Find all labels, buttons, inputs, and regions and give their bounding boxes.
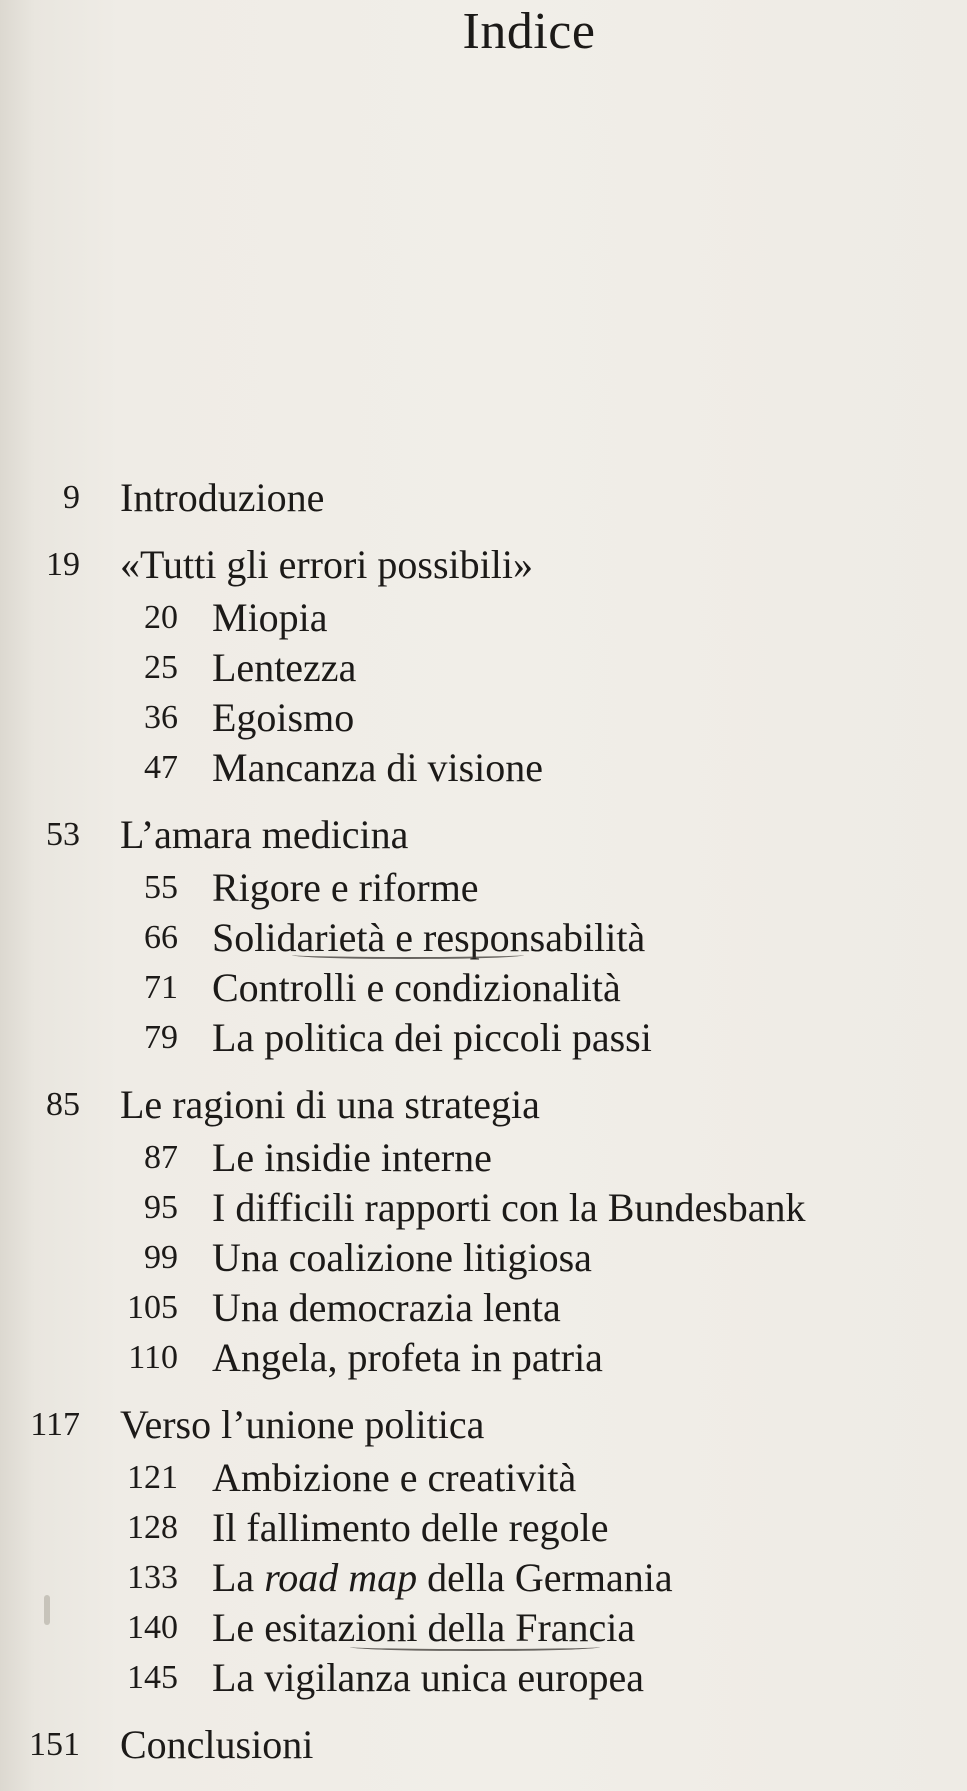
page-number: 25 — [144, 649, 178, 686]
toc-section-entry — [0, 1183, 967, 1233]
page-number: 133 — [127, 1559, 178, 1596]
page-number: 55 — [144, 869, 178, 906]
section-title: Mancanza di visione — [212, 745, 543, 790]
toc-section-entry — [0, 1233, 967, 1283]
title-text-after: della Germania — [417, 1555, 673, 1600]
toc-chapter-entry — [0, 473, 967, 523]
chapter-title: Le ragioni di una strategia — [120, 1082, 540, 1127]
section-title — [212, 1553, 673, 1603]
toc-section-entry — [0, 1503, 967, 1553]
toc-chapter-entry — [0, 1080, 967, 1130]
section-title: Egoismo — [212, 695, 355, 740]
toc-section-entry — [0, 1133, 967, 1183]
page-number: 47 — [144, 749, 178, 786]
title-text-before: La — [212, 1555, 265, 1600]
section-title: Miopia — [212, 595, 328, 640]
page-number: 36 — [144, 699, 178, 736]
section-title: Una democrazia lenta — [212, 1285, 561, 1330]
section-title: Il fallimento delle regole — [212, 1505, 609, 1550]
page-number: 9 — [63, 479, 80, 516]
toc-section-entry — [0, 1453, 967, 1503]
toc-section-entry — [0, 693, 967, 743]
page-number: 53 — [46, 816, 80, 853]
page-number: 85 — [46, 1086, 80, 1123]
page-number: 95 — [144, 1189, 178, 1226]
section-title: Una coalizione litigiosa — [212, 1235, 592, 1280]
page-number: 20 — [144, 599, 178, 636]
chapter-title: Verso l’unione politica — [120, 1402, 485, 1447]
section-title: Le insidie interne — [212, 1135, 492, 1180]
toc-section-entry — [0, 913, 967, 963]
page-number: 151 — [29, 1726, 80, 1763]
section-title: La politica dei piccoli passi — [212, 1015, 652, 1060]
paper-speck — [44, 1595, 50, 1625]
page-number: 140 — [127, 1609, 178, 1646]
toc-chapter-entry — [0, 1720, 967, 1770]
toc-chapter-entry — [0, 810, 967, 860]
page-number: 128 — [127, 1509, 178, 1546]
section-title: Lentezza — [212, 645, 357, 690]
page-number: 71 — [144, 969, 178, 1006]
toc-section-entry — [0, 963, 967, 1013]
toc-section-entry — [0, 1283, 967, 1333]
section-title: I difficili rapporti con la Bundesbank — [212, 1185, 806, 1230]
section-title: La vigilanza unica europea — [212, 1655, 644, 1700]
toc-section-entry — [0, 643, 967, 693]
chapter-title: «Tutti gli errori possibili» — [120, 542, 534, 587]
page-number: 110 — [128, 1339, 178, 1376]
page-number: 117 — [30, 1406, 80, 1443]
page-number: 87 — [144, 1139, 178, 1176]
page-title: Indice — [462, 3, 596, 60]
section-title: Angela, profeta in patria — [212, 1335, 603, 1380]
toc-section-entry — [0, 863, 967, 913]
toc-section-entry — [0, 1603, 967, 1653]
page-number: 145 — [127, 1659, 178, 1696]
page-number: 121 — [127, 1459, 178, 1496]
pencil-underline — [350, 1643, 600, 1651]
page-number: 105 — [127, 1289, 178, 1326]
chapter-title: L’amara medicina — [120, 812, 409, 857]
chapter-title: Conclusioni — [120, 1722, 314, 1767]
section-title: Rigore e riforme — [212, 865, 479, 910]
page-number: 79 — [144, 1019, 178, 1056]
section-title: Controlli e condizionalità — [212, 965, 621, 1010]
title-italic-text: road map — [264, 1555, 418, 1600]
section-title: Le esitazioni della Francia — [212, 1605, 636, 1650]
toc-section-entry — [0, 1553, 967, 1603]
section-title: Ambizione e creatività — [212, 1455, 577, 1500]
page-number: 66 — [144, 919, 178, 956]
pencil-underline — [292, 951, 524, 959]
toc-section-entry — [0, 1333, 967, 1383]
page-number: 19 — [46, 546, 80, 583]
page-number: 99 — [144, 1239, 178, 1276]
toc-section-entry — [0, 743, 967, 793]
toc-chapter-entry — [0, 540, 967, 590]
toc-section-entry — [0, 593, 967, 643]
toc-section-entry — [0, 1653, 967, 1703]
chapter-title: Introduzione — [120, 475, 325, 520]
toc-section-entry — [0, 1013, 967, 1063]
toc-chapter-entry — [0, 1400, 967, 1450]
section-title: Solidarietà e responsabilità — [212, 915, 646, 960]
